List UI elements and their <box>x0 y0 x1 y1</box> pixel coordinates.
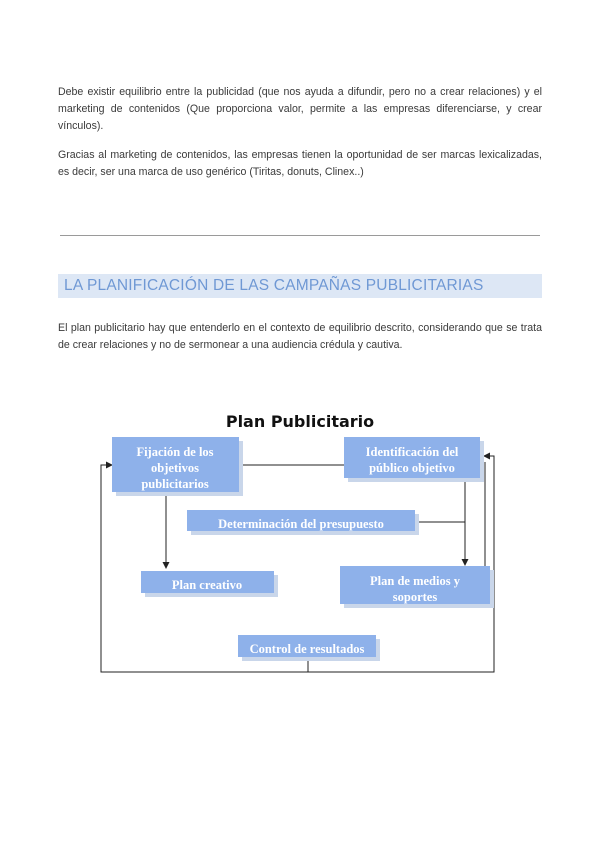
box-plan-creativo <box>141 571 278 597</box>
box-publico-line1: Identificación del <box>365 444 459 459</box>
paragraph-publicidad-equilibrio: Debe existir equilibrio entre la publicidad (que nos ayuda a difundir, pero no a crear relaciones) y el marketing de contenidos (Que proporciona valor, permite a las empresas diferenciarse, y crear vínculos). <box>58 86 542 132</box>
box-objetivos-line2: objetivos <box>151 460 199 475</box>
section-title: LA PLANIFICACIÓN DE LAS CAMPAÑAS PUBLICITARIAS <box>64 277 484 294</box>
box-publico-line2: público objetivo <box>369 460 455 475</box>
box-plan-medios <box>340 566 494 608</box>
box-determinacion-presupuesto <box>187 510 419 535</box>
box-fijacion-objetivos <box>112 437 243 496</box>
box-medios-line1: Plan de medios y <box>370 573 460 588</box>
box-objetivos-line3: publicitarios <box>141 476 209 491</box>
box-control-line1: Control de resultados <box>249 641 365 656</box>
paragraph-plan-publicitario: El plan publicitario hay que entenderlo en el contexto de equilibrio descrito, considerando que se trata de crear relaciones y no de sermonear a una audiencia crédula y cautiva. <box>58 322 542 351</box>
box-medios-line2: soportes <box>392 589 438 604</box>
box-control-resultados <box>238 635 380 661</box>
box-creativo-line1: Plan creativo <box>171 577 243 592</box>
diagram-title: Plan Publicitario <box>225 412 375 431</box>
box-objetivos-line1: Fijación de los <box>136 444 214 459</box>
box-identificacion-publico <box>344 437 484 482</box>
paragraph-marcas-lexicalizadas: Gracias al marketing de contenidos, las empresas tienen la oportunidad de ser marcas lexicalizadas, es decir, ser una marca de uso genérico (Tiritas, donuts, Clinex..) <box>58 149 542 178</box>
box-presupuesto-line1: Determinación del presupuesto <box>218 516 384 531</box>
